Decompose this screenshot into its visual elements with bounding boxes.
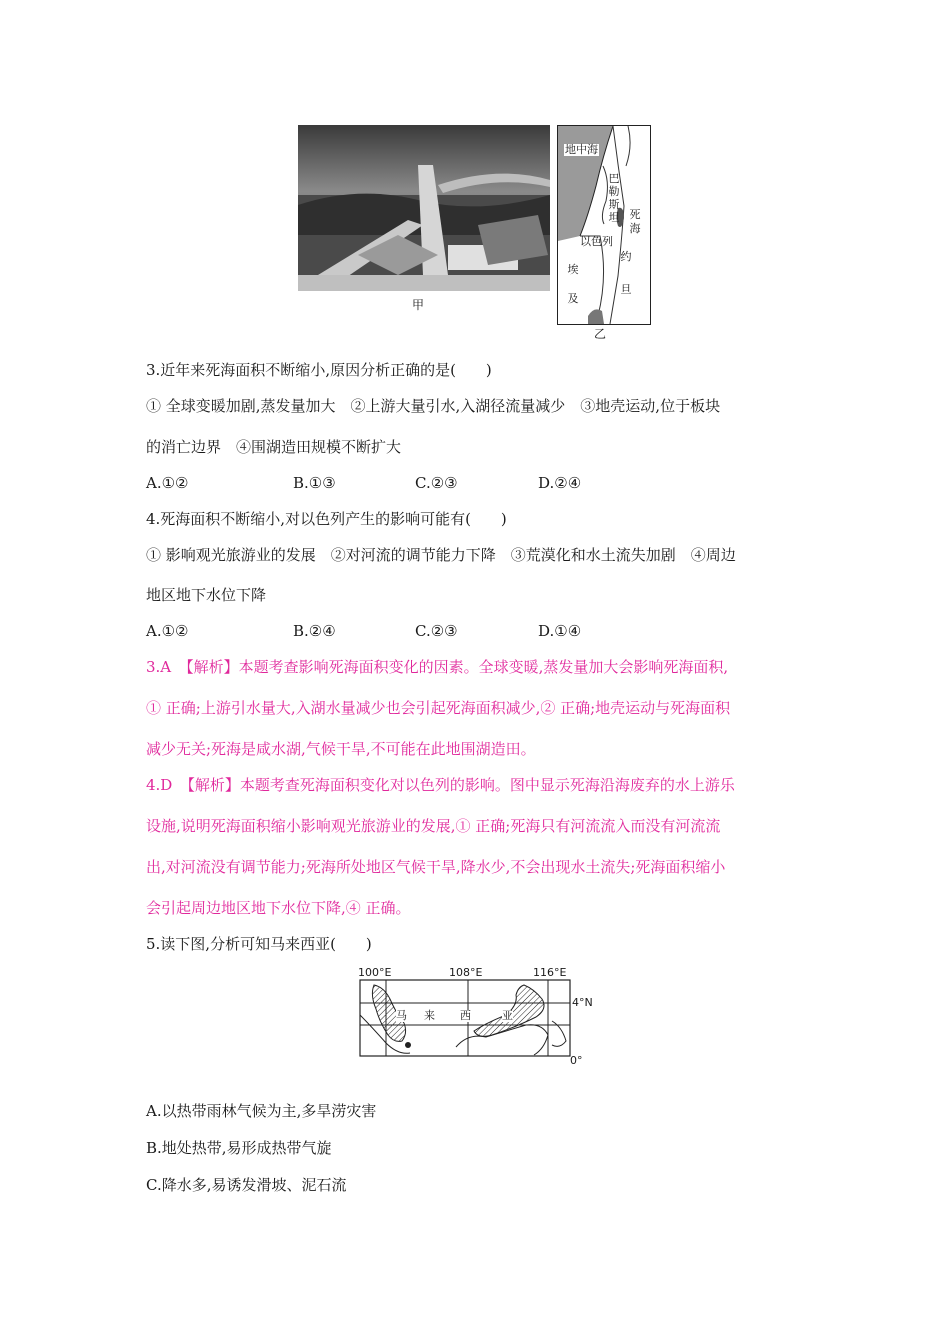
lat-label-4n: 4°N (572, 996, 593, 1009)
a4-line-3: 出,对河流没有调节能力;死海所处地区气候干旱,降水少,不会出现水土流失;死海面积缩小 (146, 858, 726, 876)
a4-line-2: 设施,说明死海面积缩小影响观光旅游业的发展,① 正确;死海只有河流流入而没有河流流 (146, 817, 721, 835)
label-dead-sea-1: 死 (629, 208, 641, 221)
q4-option-b: B.②④ (293, 622, 336, 640)
q3-option-d: D.②④ (538, 474, 582, 492)
a3-line-2: ① 正确;上游引水量大,入湖水量减少也会引起死海面积减少,② 正确;地壳运动与死海面积 (146, 699, 731, 717)
q3-stem: 3.近年来死海面积不断缩小,原因分析正确的是( ) (146, 361, 492, 379)
photo-caption: 甲 (412, 298, 425, 312)
q3-statements-2: 的消亡边界 ④围湖造田规模不断扩大 (146, 438, 402, 456)
figure-map (557, 125, 651, 325)
q4-option-a: A.①② (146, 622, 189, 640)
country-char-2: 来 (424, 1009, 435, 1022)
q4-statements-2: 地区地下水位下降 (146, 586, 267, 604)
lon-label-100: 100°E (358, 966, 392, 979)
q5-option-c: C.降水多,易诱发滑坡、泥石流 (146, 1176, 347, 1194)
abandoned-water-park-photo (298, 125, 550, 291)
country-char-3: 西 (460, 1009, 471, 1022)
label-jordan-1: 约 (620, 250, 632, 263)
q4-option-d: D.①④ (538, 622, 582, 640)
label-egypt-2: 及 (567, 292, 579, 305)
malaysia-map (356, 965, 596, 1071)
label-jordan-2: 旦 (620, 283, 632, 296)
label-palestine-2: 勒 (608, 185, 620, 198)
label-palestine-3: 斯 (608, 198, 620, 211)
q4-statements-1: ① 影响观光旅游业的发展 ②对河流的调节能力下降 ③荒漠化和水土流失加剧 ④周边 (146, 546, 736, 564)
figure-photo (298, 125, 550, 291)
label-mediterranean: 地中海 (565, 143, 598, 156)
country-char-1: 马 (396, 1009, 407, 1022)
q4-option-c: C.②③ (415, 622, 458, 640)
q5-option-b: B.地处热带,易形成热带气旋 (146, 1139, 332, 1157)
q3-option-b: B.①③ (293, 474, 336, 492)
country-char-4: 亚 (502, 1009, 513, 1022)
q3-option-c: C.②③ (415, 474, 458, 492)
label-egypt-1: 埃 (567, 263, 579, 276)
q3-option-a: A.①② (146, 474, 189, 492)
a3-line-1: 3.A 【解析】本题考查影响死海面积变化的因素。全球变暖,蒸发量加大会影响死海面积, (146, 658, 729, 676)
a4-line-4: 会引起周边地区地下水位下降,④ 正确。 (146, 899, 411, 917)
lat-label-0: 0° (570, 1054, 583, 1067)
malaysia-map-figure (356, 965, 596, 1071)
lon-label-116: 116°E (533, 966, 567, 979)
label-israel: 以色列 (580, 235, 613, 248)
q4-stem: 4.死海面积不断缩小,对以色列产生的影响可能有( ) (146, 510, 507, 528)
a4-line-1: 4.D 【解析】本题考查死海面积变化对以色列的影响。图中显示死海沿海废弃的水上游乐 (146, 776, 735, 794)
q5-option-a: A.以热带雨林气候为主,多旱涝灾害 (146, 1102, 377, 1120)
q5-stem: 5.读下图,分析可知马来西亚( ) (146, 935, 372, 953)
label-dead-sea-2: 海 (629, 222, 641, 235)
map-caption: 乙 (594, 327, 607, 341)
q3-statements-1: ① 全球变暖加剧,蒸发量加大 ②上游大量引水,入湖径流量减少 ③地壳运动,位于板块 (146, 397, 721, 415)
label-palestine-4: 坦 (608, 211, 620, 224)
a3-line-3: 减少无关;死海是咸水湖,气候干旱,不可能在此地围湖造田。 (146, 740, 536, 758)
lon-label-108: 108°E (449, 966, 483, 979)
label-palestine-1: 巴 (608, 172, 620, 185)
